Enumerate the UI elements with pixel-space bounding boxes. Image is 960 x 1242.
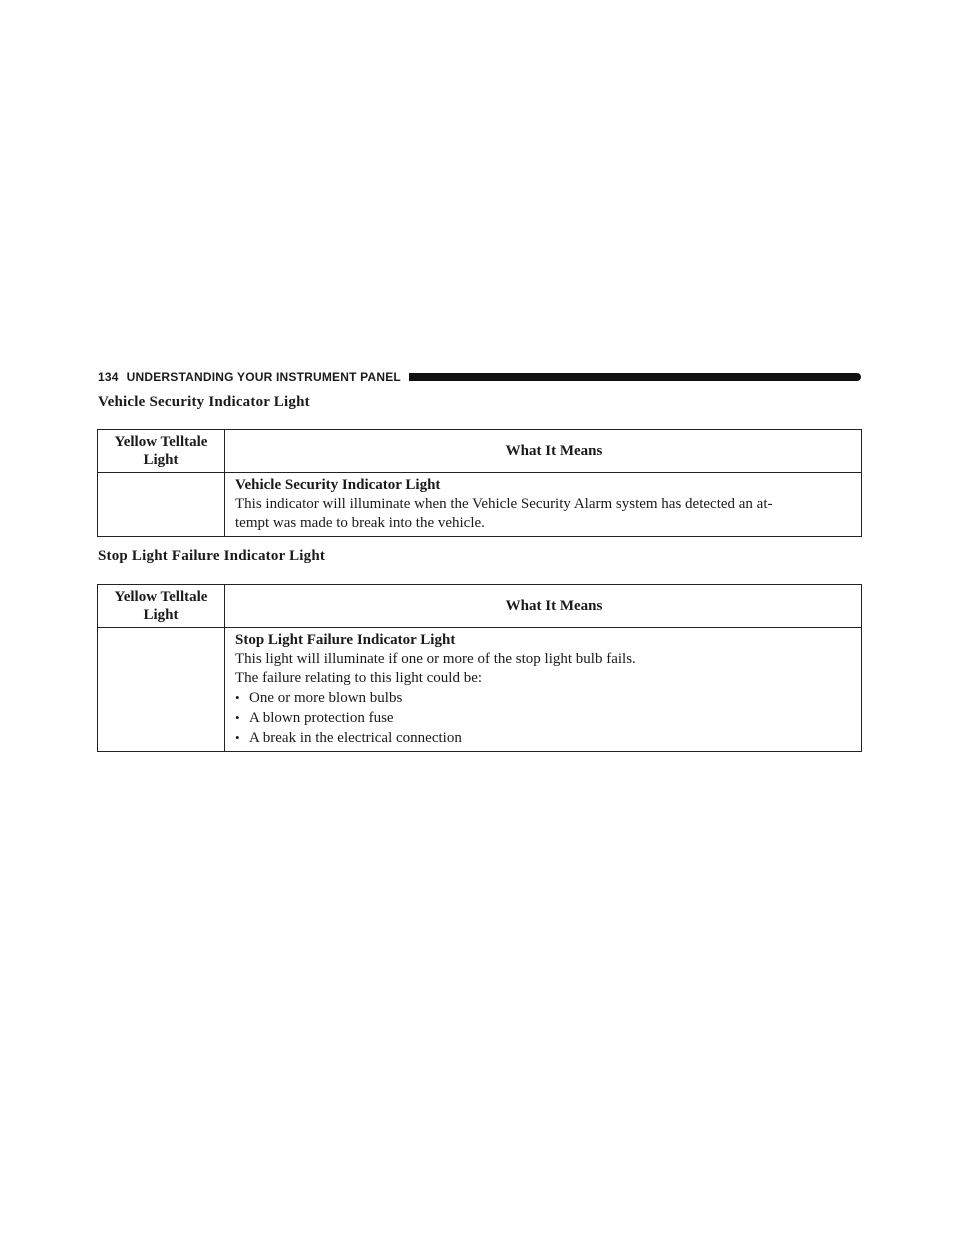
description-line: The failure relating to this light could be: bbox=[235, 670, 483, 686]
section-title-vehicle-security: Vehicle Security Indicator Light bbox=[98, 394, 310, 410]
header-title: UNDERSTANDING YOUR INSTRUMENT PANEL bbox=[126, 370, 401, 384]
col-telltale-header: Yellow Telltale Light bbox=[98, 585, 225, 628]
col-meaning-header: What It Means bbox=[225, 585, 862, 628]
description-cell bbox=[225, 628, 862, 752]
description-title: Stop Light Failure Indicator Light bbox=[235, 632, 456, 648]
page-header bbox=[98, 369, 861, 385]
list-item: • A blown protection fuse bbox=[235, 710, 394, 726]
table-row bbox=[98, 473, 862, 537]
description-title: Vehicle Security Indicator Light bbox=[235, 477, 441, 493]
page-number: 134 bbox=[98, 370, 119, 384]
col-telltale-header: Yellow Telltale Light bbox=[98, 430, 225, 473]
col-meaning-header: What It Means bbox=[225, 430, 862, 473]
list-item: • One or more blown bulbs bbox=[235, 690, 403, 706]
telltale-icon-cell bbox=[98, 473, 225, 537]
description-line: This light will illuminate if one or more of the stop light bulb fails. bbox=[235, 651, 636, 667]
stop-light-failure-table bbox=[97, 584, 862, 752]
failure-causes-list bbox=[235, 688, 851, 748]
section-title-stop-light-failure: Stop Light Failure Indicator Light bbox=[98, 548, 326, 564]
list-item: • A break in the electrical connection bbox=[235, 730, 462, 746]
table-header-row bbox=[98, 430, 862, 473]
bullet-icon: • bbox=[235, 690, 240, 705]
bullet-icon: • bbox=[235, 710, 240, 725]
description-line: tempt was made to break into the vehicle. bbox=[235, 515, 485, 531]
description-line: This indicator will illuminate when the Vehicle Security Alarm system has detected an at- bbox=[235, 496, 773, 512]
bullet-icon: • bbox=[235, 730, 240, 745]
description-cell bbox=[225, 473, 862, 537]
table-header-row bbox=[98, 585, 862, 628]
vehicle-security-table bbox=[97, 429, 862, 537]
header-rule bbox=[409, 373, 861, 381]
table-row bbox=[98, 628, 862, 752]
telltale-icon-cell bbox=[98, 628, 225, 752]
